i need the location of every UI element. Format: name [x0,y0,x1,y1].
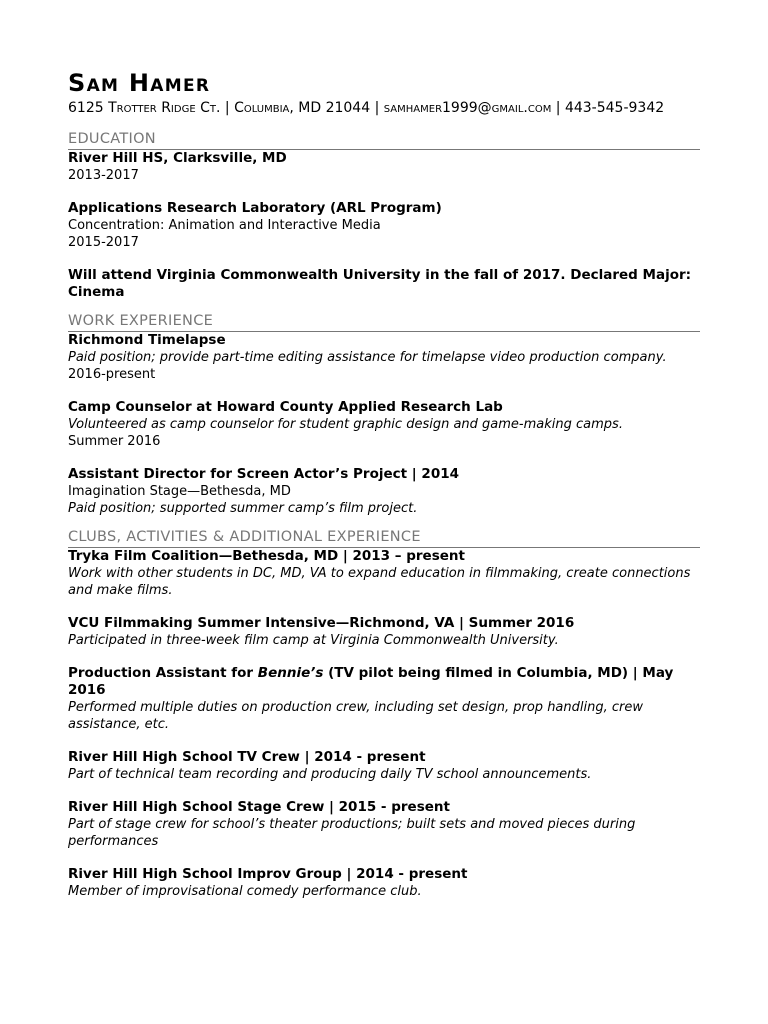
club-entry [68,749,700,783]
entry-description: Work with other students in DC, MD, VA to expand education in filmmaking, create connections and make films. [68,566,691,598]
clubs-section [68,548,700,900]
city: Columbia, MD 21044 [234,100,371,116]
candidate-name: Sam Hamer [68,69,211,97]
education-entry [68,267,700,301]
entry-dates: Summer 2016 [68,434,161,449]
entry-description: Part of technical team recording and producing daily TV school announcements. [68,767,592,782]
entry-description: Member of improvisational comedy performance club. [68,884,422,899]
entry-description: Part of stage crew for school’s theater productions; built sets and moved pieces during performances [68,817,636,849]
entry-description: Performed multiple duties on production crew, including set design, prop handling, crew assistance, etc. [68,700,643,732]
clubs-heading: CLUBS, ACTIVITIES & ADDITIONAL EXPERIENCE [68,529,700,548]
club-entry [68,665,700,733]
entry-concentration: Concentration: Animation and Interactive Media [68,218,381,233]
title-part: Production Assistant for [68,665,258,681]
entry-title: River Hill High School Improv Group | 2014 - present [68,866,468,882]
entry-dates: 2016-present [68,367,156,382]
club-entry [68,615,700,649]
entry-place: Imagination Stage—Bethesda, MD [68,484,291,499]
work-entry [68,466,700,517]
entry-title: VCU Filmmaking Summer Intensive—Richmond, VA | Summer 2016 [68,615,575,631]
entry-title: River Hill HS, Clarksville, MD [68,150,287,166]
entry-title: River Hill High School TV Crew | 2014 - present [68,749,426,765]
entry-title: River Hill High School Stage Crew | 2015 - present [68,799,450,815]
entry-description: Participated in three-week film camp at Virginia Commonwealth University. [68,633,559,648]
education-section [68,150,700,301]
entry-description: Paid position; provide part-time editing assistance for timelapse video production company. [68,350,667,365]
entry-title: Tryka Film Coalition—Bethesda, MD | 2013 – present [68,548,465,564]
entry-title [68,665,700,699]
resume-content [68,68,700,900]
education-entry [68,200,700,251]
entry-title: Richmond Timelapse [68,332,226,348]
contact-line: 6125 Trotter Ridge Ct. | Columbia, MD 21044 | samhamer1999@gmail.com | 443-545-9342 [68,100,665,116]
education-heading: EDUCATION [68,131,700,150]
work-entry [68,332,700,383]
work-section [68,332,700,517]
club-entry [68,866,700,900]
entry-description: Paid position; supported summer camp’s film project. [68,501,418,516]
entry-title: Assistant Director for Screen Actor’s Project | 2014 [68,466,459,482]
entry-title: Applications Research Laboratory (ARL Program) [68,200,442,216]
email: samhamer1999@gmail.com [383,100,552,116]
phone: 443-545-9342 [564,100,665,116]
title-part: (TV pilot being filmed in Columbia, MD) | May 2016 [68,665,674,698]
entry-dates: 2013-2017 [68,168,139,183]
work-heading: WORK EXPERIENCE [68,313,700,332]
work-entry [68,399,700,450]
entry-title: Camp Counselor at Howard County Applied Research Lab [68,399,503,415]
show-title: Bennie’s [257,665,324,681]
address: 6125 Trotter Ridge Ct. [68,100,221,116]
education-entry [68,150,700,184]
club-entry [68,548,700,599]
entry-dates: 2015-2017 [68,235,139,250]
entry-description: Volunteered as camp counselor for student graphic design and game-making camps. [68,417,623,432]
entry-title: Will attend Virginia Commonwealth University in the fall of 2017. Declared Major: Cinema [68,267,692,300]
club-entry [68,799,700,850]
